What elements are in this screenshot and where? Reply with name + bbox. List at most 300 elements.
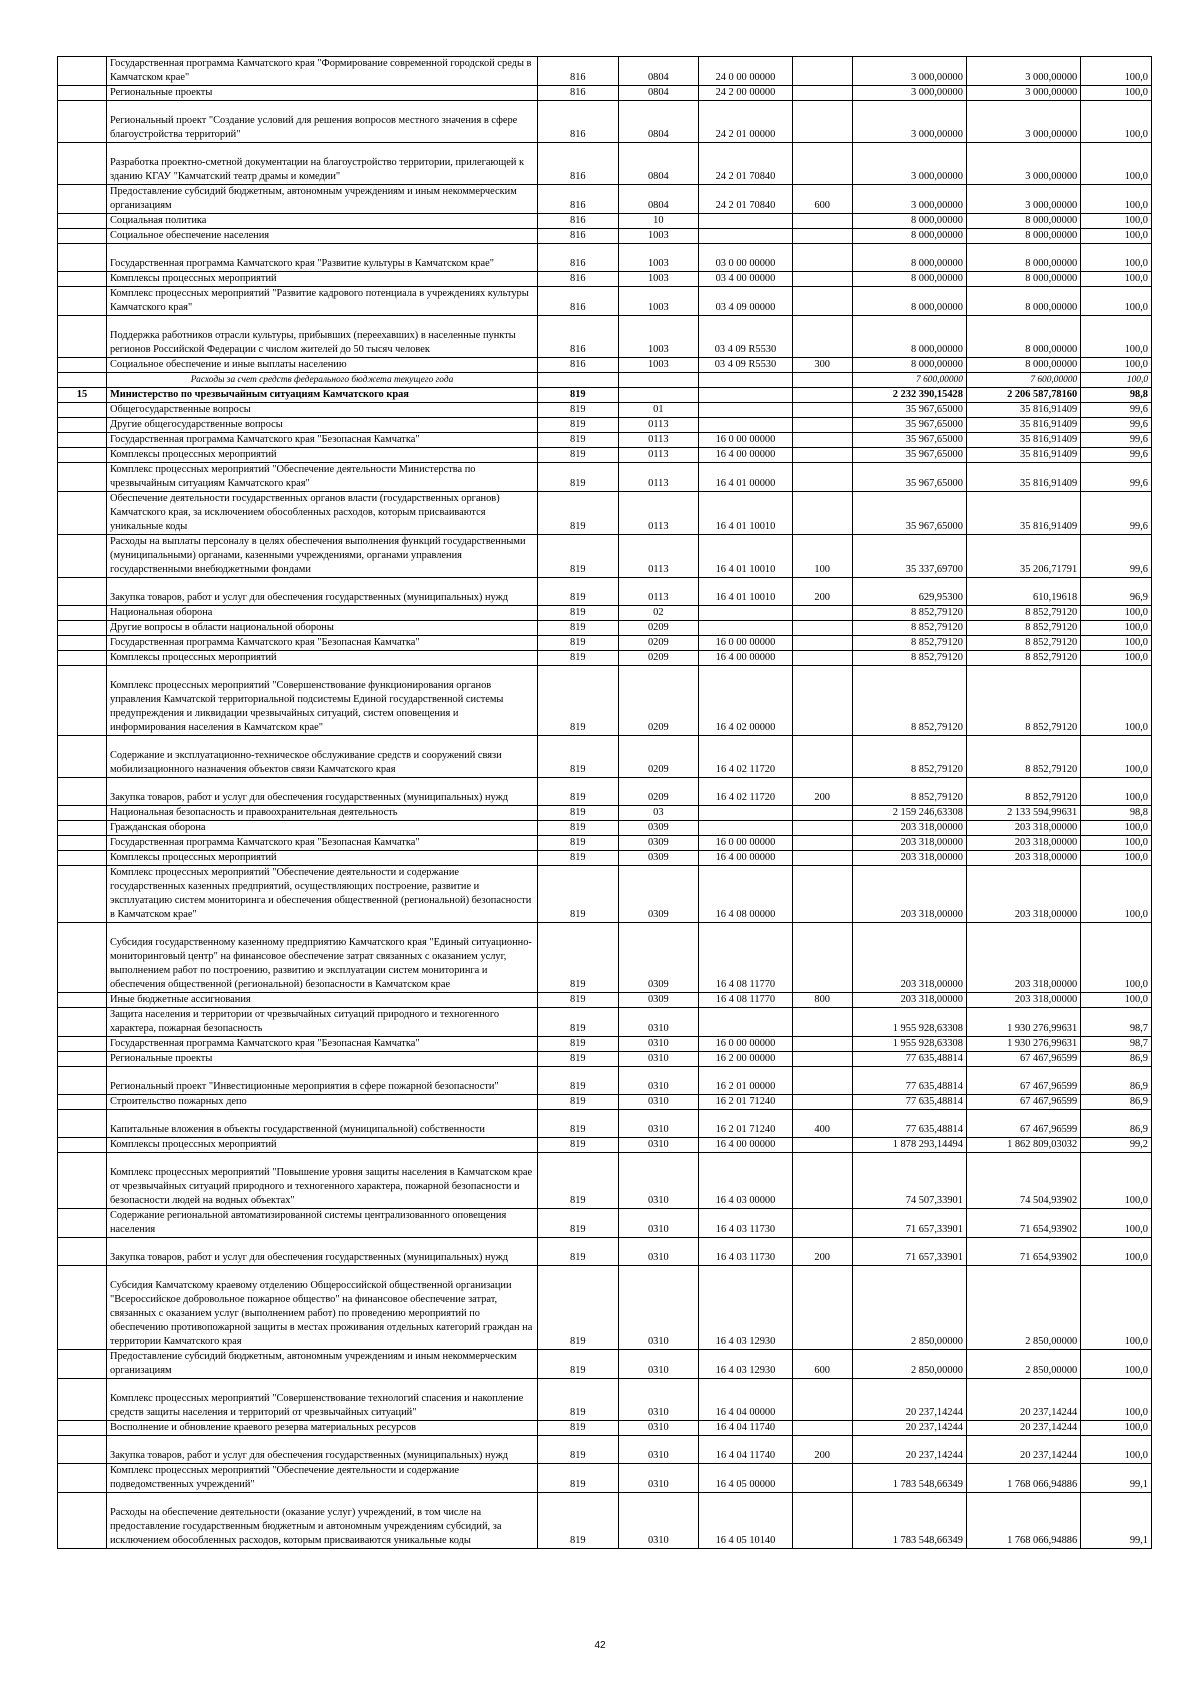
row-executed-amount: 8 852,79120 [966, 651, 1080, 666]
row-target-article [699, 821, 793, 836]
table-row [58, 535, 1152, 578]
row-grbs-code: 816 [538, 358, 619, 373]
row-name: Государственная программа Камчатского края "Безопасная Камчатка" [106, 433, 537, 448]
row-execution-percent: 100,0 [1081, 651, 1152, 666]
row-planned-amount: 8 000,00000 [852, 316, 966, 358]
row-expense-type [792, 1138, 852, 1153]
row-name: Комплекс процессных мероприятий "Совершенствование функционирования органов управления Камчатской территориальной подсистемы Единой государственной системы предупреждения и ликвидации чрезвычайных ситуаций, систем оповещения и информирования населения в Камчатском крае" [106, 666, 537, 736]
row-planned-amount: 203 318,00000 [852, 993, 966, 1008]
row-execution-percent: 99,6 [1081, 433, 1152, 448]
row-name: Региональный проект "Создание условий для решения вопросов местного значения в сфере благоустройства территорий" [106, 101, 537, 143]
row-executed-amount: 3 000,00000 [966, 101, 1080, 143]
table-row [58, 1350, 1152, 1379]
row-name: Другие общегосударственные вопросы [106, 418, 537, 433]
row-name: Содержание региональной автоматизированной системы централизованного оповещения населения [106, 1209, 537, 1238]
row-number [58, 287, 107, 316]
table-row [58, 244, 1152, 272]
row-grbs-code: 819 [538, 636, 619, 651]
row-expense-type [792, 821, 852, 836]
row-section-code: 0209 [618, 651, 699, 666]
row-number [58, 229, 107, 244]
table-row [58, 836, 1152, 851]
row-number [58, 358, 107, 373]
row-planned-amount: 35 967,65000 [852, 448, 966, 463]
row-section-code [618, 388, 699, 403]
row-target-article: 03 4 00 00000 [699, 272, 793, 287]
table-row [58, 1153, 1152, 1209]
row-planned-amount: 35 967,65000 [852, 463, 966, 492]
row-number [58, 57, 107, 86]
row-target-article: 03 4 09 R5530 [699, 316, 793, 358]
row-grbs-code: 819 [538, 866, 619, 923]
table-row [58, 1209, 1152, 1238]
row-executed-amount: 8 000,00000 [966, 287, 1080, 316]
row-planned-amount: 8 000,00000 [852, 358, 966, 373]
row-expense-type [792, 433, 852, 448]
row-grbs-code: 819 [538, 492, 619, 535]
row-grbs-code: 819 [538, 736, 619, 778]
row-name: Государственная программа Камчатского края "Формирование современной городской среды в Камчатском крае" [106, 57, 537, 86]
row-execution-percent: 99,6 [1081, 463, 1152, 492]
row-section-code: 0310 [618, 1421, 699, 1436]
row-number [58, 736, 107, 778]
row-execution-percent: 100,0 [1081, 1421, 1152, 1436]
table-row [58, 806, 1152, 821]
row-planned-amount: 2 850,00000 [852, 1350, 966, 1379]
row-expense-type [792, 736, 852, 778]
table-row [58, 287, 1152, 316]
row-planned-amount: 629,95300 [852, 578, 966, 606]
row-execution-percent: 100,0 [1081, 316, 1152, 358]
row-name: Национальная безопасность и правоохранительная деятельность [106, 806, 537, 821]
row-planned-amount: 8 000,00000 [852, 287, 966, 316]
row-execution-percent: 100,0 [1081, 606, 1152, 621]
row-executed-amount: 71 654,93902 [966, 1238, 1080, 1266]
row-number [58, 403, 107, 418]
row-number [58, 1493, 107, 1549]
budget-table-page [57, 56, 1152, 1549]
row-grbs-code: 819 [538, 1350, 619, 1379]
row-section-code: 0310 [618, 1153, 699, 1209]
row-name: Строительство пожарных депо [106, 1095, 537, 1110]
row-execution-percent: 98,7 [1081, 1008, 1152, 1037]
row-number [58, 1379, 107, 1421]
row-planned-amount: 3 000,00000 [852, 86, 966, 101]
row-expense-type [792, 1379, 852, 1421]
row-target-article: 24 2 01 00000 [699, 101, 793, 143]
row-planned-amount: 8 852,79120 [852, 778, 966, 806]
row-expense-type [792, 373, 852, 388]
row-name: Восполнение и обновление краевого резерва материальных ресурсов [106, 1421, 537, 1436]
row-planned-amount: 8 000,00000 [852, 229, 966, 244]
row-number [58, 316, 107, 358]
row-planned-amount: 20 237,14244 [852, 1421, 966, 1436]
row-executed-amount: 8 852,79120 [966, 736, 1080, 778]
row-expense-type [792, 101, 852, 143]
row-expense-type: 200 [792, 1238, 852, 1266]
row-target-article [699, 1008, 793, 1037]
row-executed-amount: 3 000,00000 [966, 86, 1080, 101]
page-number: 42 [594, 1640, 606, 1651]
row-name: Расходы за счет средств федерального бюджета текущего года [106, 373, 537, 388]
row-grbs-code: 816 [538, 229, 619, 244]
row-executed-amount: 203 318,00000 [966, 923, 1080, 993]
row-grbs-code: 819 [538, 806, 619, 821]
row-grbs-code: 819 [538, 403, 619, 418]
table-row [58, 86, 1152, 101]
row-expense-type [792, 1209, 852, 1238]
row-section-code: 0113 [618, 418, 699, 433]
row-section-code: 0310 [618, 1008, 699, 1037]
row-executed-amount: 7 600,00000 [966, 373, 1080, 388]
row-section-code: 0310 [618, 1493, 699, 1549]
row-execution-percent: 100,0 [1081, 621, 1152, 636]
row-target-article: 16 4 04 11740 [699, 1436, 793, 1464]
row-expense-type [792, 1052, 852, 1067]
row-name: Другие вопросы в области национальной обороны [106, 621, 537, 636]
row-planned-amount: 3 000,00000 [852, 143, 966, 185]
table-row [58, 433, 1152, 448]
row-section-code: 0113 [618, 492, 699, 535]
table-row [58, 866, 1152, 923]
row-name: Закупка товаров, работ и услуг для обеспечения государственных (муниципальных) нужд [106, 778, 537, 806]
row-grbs-code: 819 [538, 1008, 619, 1037]
row-planned-amount: 8 852,79120 [852, 636, 966, 651]
row-grbs-code: 816 [538, 143, 619, 185]
row-expense-type [792, 806, 852, 821]
row-name: Защита населения и территории от чрезвычайных ситуаций природного и техногенного характера, пожарная безопасность [106, 1008, 537, 1037]
row-number [58, 535, 107, 578]
row-target-article: 16 4 00 00000 [699, 851, 793, 866]
row-number [58, 836, 107, 851]
row-target-article: 16 4 03 11730 [699, 1238, 793, 1266]
row-executed-amount: 74 504,93902 [966, 1153, 1080, 1209]
row-number [58, 1110, 107, 1138]
row-target-article: 16 4 01 10010 [699, 535, 793, 578]
row-expense-type [792, 287, 852, 316]
table-row [58, 1379, 1152, 1421]
row-number [58, 821, 107, 836]
row-target-article [699, 806, 793, 821]
table-row [58, 1436, 1152, 1464]
row-planned-amount: 20 237,14244 [852, 1436, 966, 1464]
row-expense-type [792, 1464, 852, 1493]
row-expense-type: 600 [792, 185, 852, 214]
row-executed-amount: 2 206 587,78160 [966, 388, 1080, 403]
row-number [58, 578, 107, 606]
row-expense-type [792, 316, 852, 358]
row-target-article [699, 214, 793, 229]
row-grbs-code: 816 [538, 57, 619, 86]
row-planned-amount: 77 635,48814 [852, 1110, 966, 1138]
row-section-code: 0113 [618, 578, 699, 606]
row-grbs-code: 819 [538, 433, 619, 448]
row-number [58, 1238, 107, 1266]
row-execution-percent: 99,1 [1081, 1493, 1152, 1549]
row-target-article: 16 4 00 00000 [699, 448, 793, 463]
row-section-code: 0310 [618, 1052, 699, 1067]
row-executed-amount: 67 467,96599 [966, 1067, 1080, 1095]
row-expense-type [792, 651, 852, 666]
row-executed-amount: 20 237,14244 [966, 1379, 1080, 1421]
row-grbs-code: 819 [538, 1493, 619, 1549]
row-expense-type: 200 [792, 1436, 852, 1464]
row-number [58, 433, 107, 448]
row-section-code: 0209 [618, 736, 699, 778]
row-planned-amount: 1 783 548,66349 [852, 1493, 966, 1549]
row-executed-amount: 35 816,91409 [966, 448, 1080, 463]
row-target-article [699, 403, 793, 418]
row-executed-amount: 20 237,14244 [966, 1436, 1080, 1464]
row-name: Социальная политика [106, 214, 537, 229]
row-target-article: 16 4 02 00000 [699, 666, 793, 736]
row-execution-percent: 100,0 [1081, 993, 1152, 1008]
row-executed-amount: 8 000,00000 [966, 272, 1080, 287]
row-grbs-code: 819 [538, 1238, 619, 1266]
row-grbs-code: 819 [538, 1153, 619, 1209]
table-row [58, 316, 1152, 358]
row-planned-amount: 8 852,79120 [852, 651, 966, 666]
row-expense-type [792, 1037, 852, 1052]
row-planned-amount: 203 318,00000 [852, 851, 966, 866]
row-number [58, 1266, 107, 1350]
row-executed-amount: 1 768 066,94886 [966, 1493, 1080, 1549]
table-row [58, 1464, 1152, 1493]
row-name: Комплексы процессных мероприятий [106, 651, 537, 666]
row-section-code: 0309 [618, 821, 699, 836]
row-execution-percent: 99,6 [1081, 448, 1152, 463]
row-section-code: 0309 [618, 866, 699, 923]
row-section-code: 10 [618, 214, 699, 229]
table-row [58, 463, 1152, 492]
row-number [58, 272, 107, 287]
row-grbs-code: 816 [538, 272, 619, 287]
row-number [58, 143, 107, 185]
row-section-code: 1003 [618, 244, 699, 272]
row-section-code: 03 [618, 806, 699, 821]
row-section-code: 0209 [618, 636, 699, 651]
row-target-article: 16 2 01 71240 [699, 1095, 793, 1110]
row-execution-percent: 100,0 [1081, 836, 1152, 851]
row-expense-type [792, 923, 852, 993]
row-execution-percent: 100,0 [1081, 1238, 1152, 1266]
row-name: Комплексы процессных мероприятий [106, 1138, 537, 1153]
row-grbs-code [538, 373, 619, 388]
row-name: Региональные проекты [106, 86, 537, 101]
row-name: Комплексы процессных мероприятий [106, 272, 537, 287]
row-name: Закупка товаров, работ и услуг для обеспечения государственных (муниципальных) нужд [106, 1238, 537, 1266]
row-planned-amount: 1 955 928,63308 [852, 1008, 966, 1037]
row-name: Капитальные вложения в объекты государственной (муниципальной) собственности [106, 1110, 537, 1138]
row-target-article [699, 373, 793, 388]
row-number [58, 448, 107, 463]
row-name: Комплекс процессных мероприятий "Совершенствование технологий спасения и накопление средств защиты населения и территорий от чрезвычайных ситуаций" [106, 1379, 537, 1421]
row-target-article: 16 0 00 00000 [699, 1037, 793, 1052]
row-grbs-code: 816 [538, 287, 619, 316]
row-section-code: 0310 [618, 1464, 699, 1493]
row-planned-amount: 3 000,00000 [852, 185, 966, 214]
row-target-article: 16 4 02 11720 [699, 736, 793, 778]
row-execution-percent: 99,6 [1081, 492, 1152, 535]
row-number [58, 778, 107, 806]
row-number [58, 1037, 107, 1052]
row-target-article: 16 4 05 10140 [699, 1493, 793, 1549]
row-section-code: 0209 [618, 621, 699, 636]
row-name: Комплекс процессных мероприятий "Обеспечение деятельности Министерства по чрезвычайным ситуациям Камчатского края" [106, 463, 537, 492]
row-executed-amount: 35 816,91409 [966, 403, 1080, 418]
row-target-article: 16 4 01 00000 [699, 463, 793, 492]
row-execution-percent: 99,6 [1081, 418, 1152, 433]
row-name: Социальное обеспечение населения [106, 229, 537, 244]
row-grbs-code: 816 [538, 214, 619, 229]
row-expense-type [792, 214, 852, 229]
table-row [58, 448, 1152, 463]
row-section-code: 02 [618, 606, 699, 621]
row-target-article: 16 4 04 11740 [699, 1421, 793, 1436]
row-grbs-code: 819 [538, 1421, 619, 1436]
row-target-article: 16 4 03 12930 [699, 1350, 793, 1379]
row-executed-amount: 8 000,00000 [966, 316, 1080, 358]
row-grbs-code: 819 [538, 388, 619, 403]
table-row [58, 57, 1152, 86]
table-row [58, 1493, 1152, 1549]
row-number [58, 185, 107, 214]
table-row [58, 1110, 1152, 1138]
row-number [58, 101, 107, 143]
row-planned-amount: 2 232 390,15428 [852, 388, 966, 403]
row-execution-percent: 96,9 [1081, 578, 1152, 606]
row-execution-percent: 100,0 [1081, 736, 1152, 778]
row-target-article: 16 4 04 00000 [699, 1379, 793, 1421]
row-section-code: 0209 [618, 778, 699, 806]
row-grbs-code: 819 [538, 1436, 619, 1464]
table-row [58, 736, 1152, 778]
row-planned-amount: 35 967,65000 [852, 433, 966, 448]
row-executed-amount: 1 930 276,99631 [966, 1008, 1080, 1037]
row-number [58, 214, 107, 229]
row-number [58, 1464, 107, 1493]
row-execution-percent: 100,0 [1081, 1266, 1152, 1350]
row-number [58, 923, 107, 993]
row-executed-amount: 8 852,79120 [966, 778, 1080, 806]
table-row [58, 229, 1152, 244]
row-planned-amount: 77 635,48814 [852, 1095, 966, 1110]
row-name: Расходы на выплаты персоналу в целях обеспечения выполнения функций государственными (муниципальными) органами, казенными учреждениями, органами управления государственными внебюджетными фондами [106, 535, 537, 578]
row-number [58, 1052, 107, 1067]
row-execution-percent: 86,9 [1081, 1052, 1152, 1067]
row-name: Закупка товаров, работ и услуг для обеспечения государственных (муниципальных) нужд [106, 1436, 537, 1464]
row-name: Государственная программа Камчатского края "Безопасная Камчатка" [106, 1037, 537, 1052]
row-target-article: 16 0 00 00000 [699, 636, 793, 651]
row-executed-amount: 8 000,00000 [966, 244, 1080, 272]
row-expense-type [792, 86, 852, 101]
row-planned-amount: 203 318,00000 [852, 836, 966, 851]
row-section-code: 1003 [618, 287, 699, 316]
row-section-code: 0310 [618, 1379, 699, 1421]
row-grbs-code: 819 [538, 535, 619, 578]
row-section-code: 0309 [618, 851, 699, 866]
row-section-code: 0310 [618, 1110, 699, 1138]
row-planned-amount: 8 000,00000 [852, 244, 966, 272]
row-execution-percent: 100,0 [1081, 373, 1152, 388]
row-executed-amount: 67 467,96599 [966, 1110, 1080, 1138]
row-expense-type [792, 448, 852, 463]
row-name: Содержание и эксплуатационно-техническое обслуживание средств и сооружений связи мобилизационного назначения объектов связи Камчатского края [106, 736, 537, 778]
row-executed-amount: 67 467,96599 [966, 1052, 1080, 1067]
table-row [58, 778, 1152, 806]
row-section-code: 1003 [618, 229, 699, 244]
row-grbs-code: 819 [538, 463, 619, 492]
row-executed-amount: 2 850,00000 [966, 1350, 1080, 1379]
row-target-article: 16 4 08 00000 [699, 866, 793, 923]
row-execution-percent: 100,0 [1081, 866, 1152, 923]
row-number [58, 621, 107, 636]
row-expense-type: 600 [792, 1350, 852, 1379]
row-executed-amount: 8 852,79120 [966, 666, 1080, 736]
row-planned-amount: 3 000,00000 [852, 57, 966, 86]
row-name: Государственная программа Камчатского края "Безопасная Камчатка" [106, 636, 537, 651]
table-row [58, 1421, 1152, 1436]
row-expense-type [792, 1008, 852, 1037]
row-number [58, 666, 107, 736]
row-expense-type: 200 [792, 578, 852, 606]
row-executed-amount: 35 206,71791 [966, 535, 1080, 578]
table-row [58, 185, 1152, 214]
row-execution-percent: 100,0 [1081, 1209, 1152, 1238]
row-target-article: 16 4 03 00000 [699, 1153, 793, 1209]
budget-execution-table [57, 56, 1152, 1549]
table-row [58, 923, 1152, 993]
row-target-article: 16 0 00 00000 [699, 836, 793, 851]
row-grbs-code: 819 [538, 821, 619, 836]
row-executed-amount: 203 318,00000 [966, 866, 1080, 923]
row-expense-type [792, 388, 852, 403]
row-grbs-code: 819 [538, 606, 619, 621]
row-planned-amount: 20 237,14244 [852, 1379, 966, 1421]
row-execution-percent: 98,8 [1081, 806, 1152, 821]
row-section-code: 0804 [618, 86, 699, 101]
row-number: 15 [58, 388, 107, 403]
row-name: Гражданская оборона [106, 821, 537, 836]
row-expense-type [792, 851, 852, 866]
row-number [58, 373, 107, 388]
row-target-article: 16 4 01 10010 [699, 578, 793, 606]
row-section-code: 0310 [618, 1037, 699, 1052]
row-executed-amount: 67 467,96599 [966, 1095, 1080, 1110]
row-execution-percent: 100,0 [1081, 214, 1152, 229]
row-grbs-code: 816 [538, 101, 619, 143]
row-expense-type: 200 [792, 778, 852, 806]
row-expense-type: 300 [792, 358, 852, 373]
row-execution-percent: 100,0 [1081, 923, 1152, 993]
row-executed-amount: 8 000,00000 [966, 214, 1080, 229]
row-execution-percent: 100,0 [1081, 143, 1152, 185]
row-number [58, 1153, 107, 1209]
row-target-article: 16 4 08 11770 [699, 993, 793, 1008]
row-target-article: 16 4 08 11770 [699, 923, 793, 993]
row-number [58, 1095, 107, 1110]
row-expense-type [792, 866, 852, 923]
row-planned-amount: 8 852,79120 [852, 606, 966, 621]
row-executed-amount: 2 133 594,99631 [966, 806, 1080, 821]
table-row [58, 358, 1152, 373]
row-grbs-code: 816 [538, 244, 619, 272]
row-planned-amount: 1 955 928,63308 [852, 1037, 966, 1052]
row-name: Иные бюджетные ассигнования [106, 993, 537, 1008]
row-execution-percent: 98,8 [1081, 388, 1152, 403]
row-name: Общегосударственные вопросы [106, 403, 537, 418]
table-row [58, 1037, 1152, 1052]
